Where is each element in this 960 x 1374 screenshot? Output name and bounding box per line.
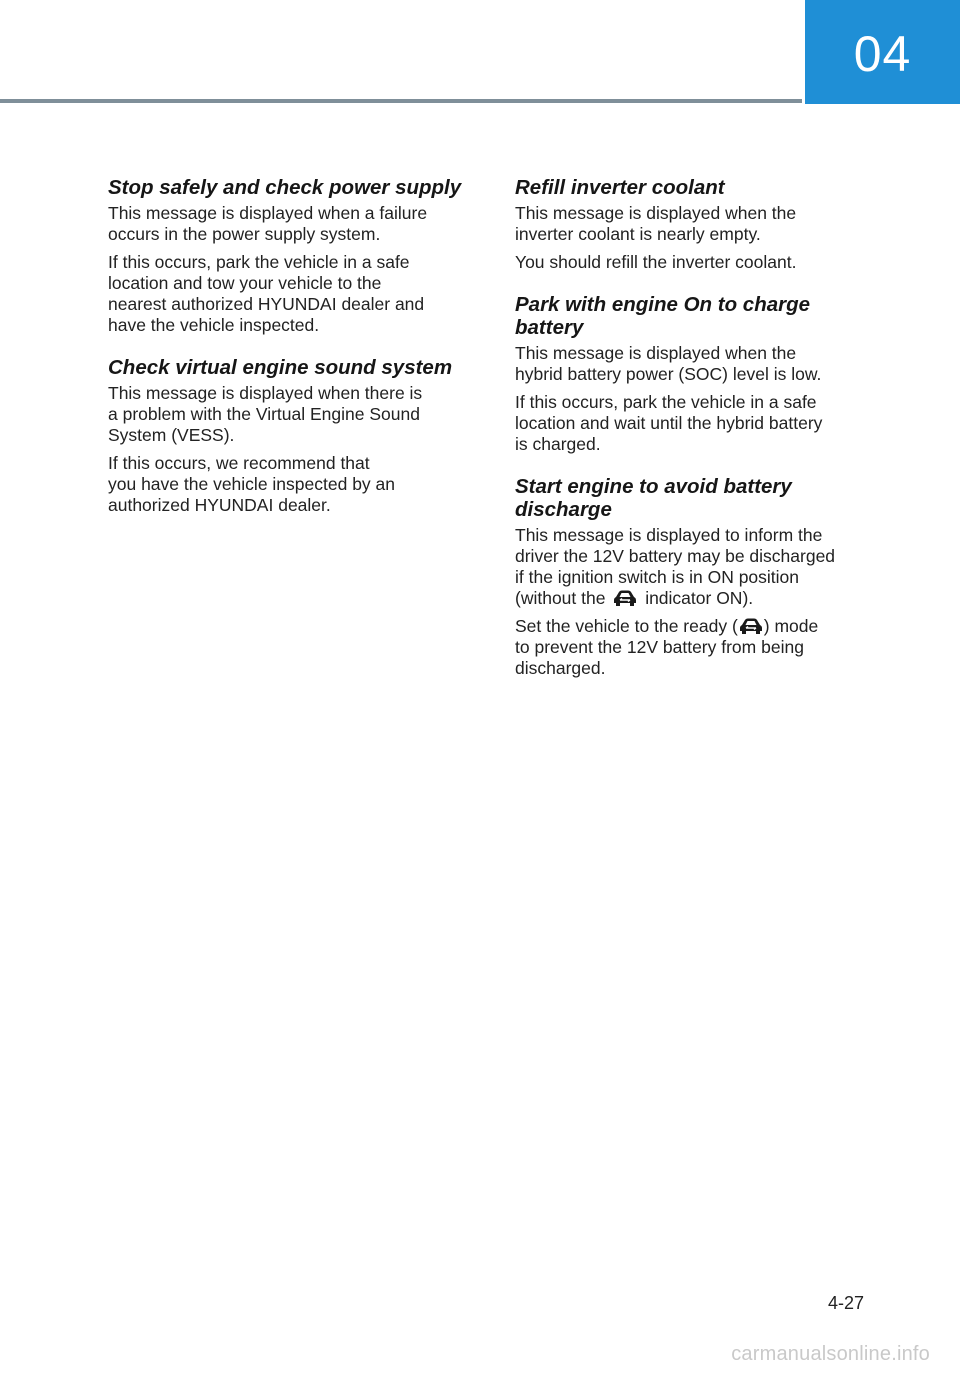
- paragraph: [515, 343, 885, 385]
- heading-line: Park with engine On to charge: [515, 293, 811, 316]
- ready-car-icon: [738, 616, 764, 636]
- paragraph: [108, 252, 473, 336]
- text-fragment: Set the vehicle to the ready (: [515, 616, 738, 636]
- text-fragment: indicator ON).: [640, 588, 754, 608]
- text-line: You should refill the inverter coolant.: [515, 252, 797, 272]
- heading-line: battery: [515, 316, 584, 339]
- paragraph: [108, 453, 473, 516]
- text-line: location and tow your vehicle to the: [108, 273, 382, 293]
- text-line: driver the 12V battery may be discharged: [515, 546, 836, 566]
- text-line: This message is displayed when the: [515, 203, 797, 223]
- paragraph: [515, 392, 885, 455]
- text-fragment: (without the: [515, 588, 611, 608]
- text-line: This message is displayed when a failure: [108, 203, 428, 223]
- text-line: if the ignition switch is in ON position: [515, 567, 800, 587]
- text-line: hybrid battery power (SOC) level is low.: [515, 364, 822, 384]
- left-column: [108, 176, 473, 523]
- text-line: occurs in the power supply system.: [108, 224, 381, 244]
- text-line-with-icon: [515, 616, 885, 637]
- text-line: discharged.: [515, 658, 606, 678]
- right-column: [515, 176, 885, 686]
- section-heading-vess: Check virtual engine sound system: [108, 356, 453, 379]
- heading-line: discharge: [515, 498, 612, 521]
- text-line: If this occurs, park the vehicle in a safe: [108, 252, 410, 272]
- text-line: authorized HYUNDAI dealer.: [108, 495, 331, 515]
- section-heading-charge-battery: [515, 293, 885, 339]
- text-line: System (VESS).: [108, 425, 235, 445]
- text-line: have the vehicle inspected.: [108, 315, 320, 335]
- section-heading-power-supply: Stop safely and check power supply: [108, 176, 462, 199]
- chapter-number: 04: [853, 26, 912, 82]
- paragraph: [515, 525, 885, 609]
- text-line-with-icon: [515, 588, 885, 609]
- paragraph: [515, 203, 885, 245]
- heading-line: Start engine to avoid battery: [515, 475, 792, 498]
- paragraph: [515, 252, 885, 273]
- paragraph: [108, 203, 473, 245]
- text-line: If this occurs, park the vehicle in a safe: [515, 392, 817, 412]
- text-line: is charged.: [515, 434, 601, 454]
- text-line: If this occurs, we recommend that: [108, 453, 370, 473]
- watermark: carmanualsonline.info: [731, 1343, 930, 1365]
- text-line: you have the vehicle inspected by an: [108, 474, 395, 494]
- page-number: 4-27: [828, 1293, 865, 1313]
- ready-car-icon: [612, 588, 638, 608]
- section-heading-inverter-coolant: Refill inverter coolant: [515, 176, 725, 199]
- paragraph: [108, 383, 473, 446]
- text-line: This message is displayed when the: [515, 343, 797, 363]
- text-line: nearest authorized HYUNDAI dealer and: [108, 294, 425, 314]
- chapter-tab: [805, 0, 960, 104]
- paragraph: [515, 616, 885, 679]
- text-line: location and wait until the hybrid battery: [515, 413, 823, 433]
- header-rule: [0, 99, 802, 103]
- text-line: This message is displayed to inform the: [515, 525, 823, 545]
- text-fragment: ) mode: [763, 616, 819, 636]
- text-line: a problem with the Virtual Engine Sound: [108, 404, 420, 424]
- text-line: to prevent the 12V battery from being: [515, 637, 804, 657]
- section-heading-battery-discharge: [515, 475, 885, 521]
- text-line: inverter coolant is nearly empty.: [515, 224, 761, 244]
- text-line: This message is displayed when there is: [108, 383, 423, 403]
